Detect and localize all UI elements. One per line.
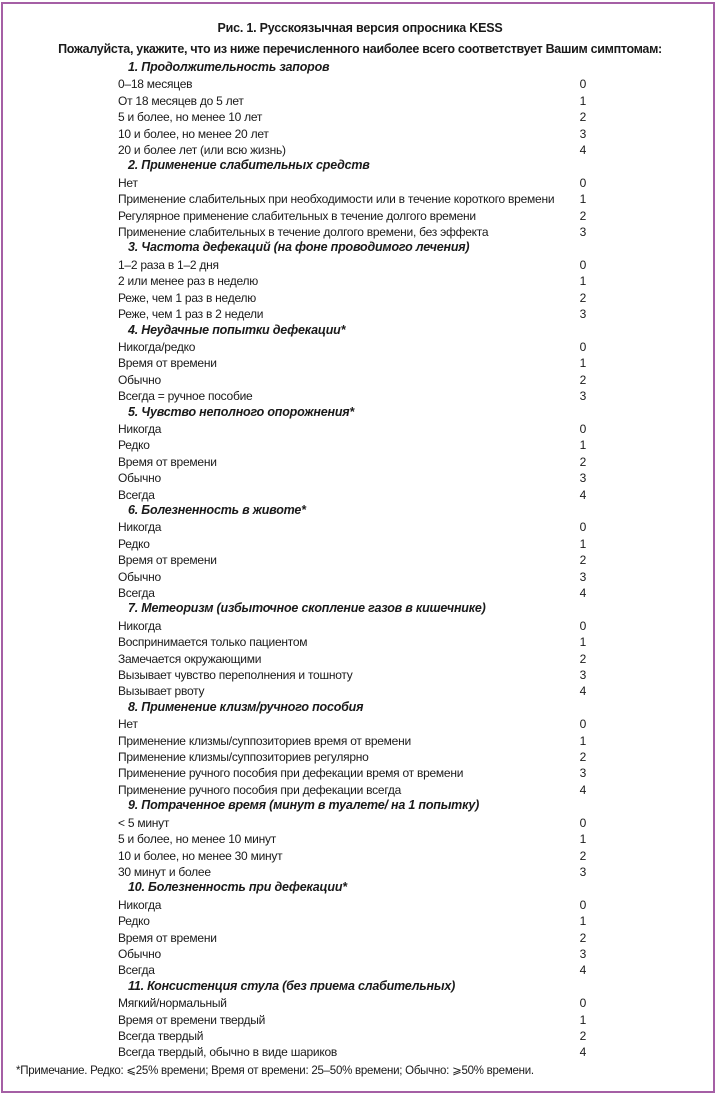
answer-option[interactable] <box>0 863 720 879</box>
answer-option[interactable] <box>0 518 720 534</box>
answer-option[interactable] <box>0 764 720 780</box>
option-label: Реже, чем 1 раз в 2 недели <box>118 307 264 322</box>
option-score: 4 <box>579 684 587 699</box>
option-score: 3 <box>579 389 587 404</box>
option-score: 1 <box>579 93 587 108</box>
option-label: 30 минут и более <box>118 864 211 879</box>
option-score: 1 <box>579 438 587 453</box>
option-score: 4 <box>579 487 587 502</box>
option-score: 1 <box>579 1012 587 1027</box>
answer-option[interactable] <box>0 108 720 124</box>
option-label: Редко <box>118 914 150 929</box>
answer-option[interactable] <box>0 715 720 731</box>
option-label: Реже, чем 1 раз в неделю <box>118 290 256 305</box>
answer-option[interactable] <box>0 896 720 912</box>
question-heading <box>0 157 720 173</box>
answer-option[interactable] <box>0 666 720 682</box>
answer-option[interactable] <box>0 469 720 485</box>
option-label: 5 и более, но менее 10 лет <box>118 110 263 125</box>
option-score: 3 <box>579 471 587 486</box>
option-label: Никогда <box>118 897 162 912</box>
option-score: 0 <box>579 815 587 830</box>
option-label: Применение клизмы/суппозиториев время от времени <box>118 733 411 748</box>
option-score: 4 <box>579 1045 587 1060</box>
option-label: 10 и более, но менее 20 лет <box>118 126 269 141</box>
answer-option[interactable] <box>0 994 720 1010</box>
option-label: Нет <box>118 175 138 190</box>
answer-option[interactable] <box>0 814 720 830</box>
answer-option[interactable] <box>0 650 720 666</box>
option-score: 1 <box>579 356 587 371</box>
answer-option[interactable] <box>0 272 720 288</box>
answer-option[interactable] <box>0 141 720 157</box>
question-title: 7. Метеоризм (избыточное скопление газов в кишечнике) <box>128 601 486 616</box>
question-list <box>0 59 720 1060</box>
option-label: Применение клизмы/суппозиториев регулярно <box>118 750 369 765</box>
answer-option[interactable] <box>0 535 720 551</box>
question-heading <box>0 699 720 715</box>
option-score: 3 <box>579 946 587 961</box>
option-score: 4 <box>579 963 587 978</box>
option-score: 1 <box>579 536 587 551</box>
option-score: 3 <box>579 569 587 584</box>
option-label: Обычно <box>118 471 161 486</box>
option-label: 0–18 месяцев <box>118 77 193 92</box>
option-score: 2 <box>579 454 587 469</box>
option-score: 4 <box>579 782 587 797</box>
option-label: Всегда твердый, обычно в виде шариков <box>118 1045 338 1060</box>
option-label: Замечается окружающими <box>118 651 262 666</box>
answer-option[interactable] <box>0 125 720 141</box>
option-label: Время от времени <box>118 553 217 568</box>
answer-option[interactable] <box>0 929 720 945</box>
question-heading <box>0 978 720 994</box>
option-label: 5 и более, но менее 10 минут <box>118 832 276 847</box>
option-label: Применение слабительных при необходимости или в течение короткого времени <box>118 192 555 207</box>
option-label: Время от времени <box>118 930 217 945</box>
answer-option[interactable] <box>0 617 720 633</box>
option-score: 3 <box>579 307 587 322</box>
option-score: 2 <box>579 651 587 666</box>
option-label: Воспринимается только пациентом <box>118 635 308 650</box>
instruction-text: Пожалуйста, укажите, что из ниже перечисленного наиболее всего соответствует Вашим симптомам: <box>58 42 662 56</box>
option-score: 0 <box>579 77 587 92</box>
option-label: Применение ручного пособия при дефекации время от времени <box>118 766 464 781</box>
option-label: От 18 месяцев до 5 лет <box>118 93 244 108</box>
question-title: 6. Болезненность в животе* <box>128 502 306 517</box>
answer-option[interactable] <box>0 633 720 649</box>
option-label: Мягкий/нормальный <box>118 996 227 1011</box>
answer-option[interactable] <box>0 338 720 354</box>
answer-option[interactable] <box>0 436 720 452</box>
option-score: 1 <box>579 832 587 847</box>
option-score: 0 <box>579 421 587 436</box>
question-heading <box>0 797 720 813</box>
option-score: 0 <box>579 257 587 272</box>
option-label: Всегда = ручное пособие <box>118 389 253 404</box>
question-heading <box>0 322 720 338</box>
question-title: 4. Неудачные попытки дефекации* <box>128 322 346 337</box>
question-heading <box>0 502 720 518</box>
option-label: Никогда/редко <box>118 339 196 354</box>
option-score: 1 <box>579 192 587 207</box>
option-score: 2 <box>579 1028 587 1043</box>
option-label: Вызывает рвоту <box>118 684 205 699</box>
answer-option[interactable] <box>0 453 720 469</box>
answer-option[interactable] <box>0 1043 720 1059</box>
option-label: Никогда <box>118 618 162 633</box>
option-score: 3 <box>579 864 587 879</box>
option-score: 2 <box>579 372 587 387</box>
option-label: 20 и более лет (или всю жизнь) <box>118 143 286 158</box>
option-label: Всегда <box>118 586 155 600</box>
answer-option[interactable] <box>0 781 720 797</box>
question-heading <box>0 404 720 420</box>
option-label: Редко <box>118 536 150 551</box>
option-score: 0 <box>579 717 587 732</box>
option-label: Применение слабительных в течение долгого времени, без эффекта <box>118 225 489 240</box>
answer-option[interactable] <box>0 486 720 502</box>
option-score: 2 <box>579 110 587 125</box>
option-score: 2 <box>579 208 587 223</box>
option-label: Вызывает чувство переполнения и тошноту <box>118 668 353 683</box>
option-label: Обычно <box>118 372 161 387</box>
option-label: Всегда твердый <box>118 1028 204 1043</box>
figure-title: Рис. 1. Русскоязычная версия опросника KESS <box>217 21 503 35</box>
question-heading <box>0 879 720 895</box>
answer-option[interactable] <box>0 387 720 403</box>
answer-option[interactable] <box>0 912 720 928</box>
footnote: *Примечание. Редко: ⩽25% времени; Время от времени: 25–50% времени; Обычно: ⩾50% времени. <box>16 1065 534 1077</box>
option-score: 0 <box>579 175 587 190</box>
answer-option[interactable] <box>0 174 720 190</box>
option-score: 1 <box>579 733 587 748</box>
question-title: 10. Болезненность при дефекации* <box>128 880 347 895</box>
option-label: Время от времени <box>118 454 217 469</box>
option-score: 2 <box>579 750 587 765</box>
answer-option[interactable] <box>0 420 720 436</box>
option-score: 2 <box>579 848 587 863</box>
option-label: Никогда <box>118 520 162 535</box>
answer-option[interactable] <box>0 682 720 698</box>
answer-option[interactable] <box>0 945 720 961</box>
answer-option[interactable] <box>0 1027 720 1043</box>
option-score: 0 <box>579 339 587 354</box>
option-label: 2 или менее раз в неделю <box>118 274 259 289</box>
answer-option[interactable] <box>0 190 720 206</box>
answer-option[interactable] <box>0 305 720 321</box>
option-label: 1–2 раза в 1–2 дня <box>118 257 219 272</box>
answer-option[interactable] <box>0 584 720 600</box>
question-heading <box>0 600 720 616</box>
option-label: Никогда <box>118 421 162 436</box>
option-label: Обычно <box>118 569 161 584</box>
question-title: 8. Применение клизм/ручного пособия <box>128 699 364 714</box>
option-score: 3 <box>579 766 587 781</box>
option-label: Всегда <box>118 487 155 502</box>
option-score: 3 <box>579 126 587 141</box>
question-title: 2. Применение слабительных средств <box>128 158 370 173</box>
question-title: 1. Продолжительность запоров <box>128 60 330 74</box>
option-score: 1 <box>579 274 587 289</box>
option-label: Нет <box>118 717 138 732</box>
answer-option[interactable] <box>0 732 720 748</box>
question-title: 5. Чувство неполного опорожнения* <box>128 404 355 419</box>
option-score: 3 <box>579 668 587 683</box>
option-label: < 5 минут <box>118 815 170 830</box>
answer-option[interactable] <box>0 256 720 272</box>
option-label: 10 и более, но менее 30 минут <box>118 848 283 863</box>
answer-option[interactable] <box>0 354 720 370</box>
question-heading <box>0 59 720 75</box>
answer-option[interactable] <box>0 1011 720 1027</box>
answer-option[interactable] <box>0 371 720 387</box>
option-score: 2 <box>579 553 587 568</box>
option-score: 1 <box>579 914 587 929</box>
answer-option[interactable] <box>0 207 720 223</box>
option-label: Время от времени <box>118 356 217 371</box>
question-title: 11. Консистенция стула (без приема слабительных) <box>128 978 456 993</box>
answer-option[interactable] <box>0 568 720 584</box>
option-label: Время от времени твердый <box>118 1012 266 1027</box>
answer-option[interactable] <box>0 847 720 863</box>
option-score: 4 <box>579 586 587 600</box>
answer-option[interactable] <box>0 551 720 567</box>
question-heading <box>0 239 720 255</box>
answer-option[interactable] <box>0 92 720 108</box>
answer-option[interactable] <box>0 961 720 977</box>
option-label: Всегда <box>118 963 155 978</box>
option-score: 4 <box>579 143 587 158</box>
option-label: Регулярное применение слабительных в течение долгого времени <box>118 208 476 223</box>
question-title: 3. Частота дефекаций (на фоне проводимого лечения) <box>128 240 470 255</box>
option-score: 1 <box>579 635 587 650</box>
answer-option[interactable] <box>0 748 720 764</box>
question-title: 9. Потраченное время (минут в туалете/ на 1 попытку) <box>128 798 480 813</box>
option-label: Применение ручного пособия при дефекации всегда <box>118 782 402 797</box>
option-score: 0 <box>579 996 587 1011</box>
option-score: 0 <box>579 897 587 912</box>
option-label: Редко <box>118 438 150 453</box>
answer-option[interactable] <box>0 75 720 91</box>
option-label: Обычно <box>118 946 161 961</box>
option-score: 0 <box>579 520 587 535</box>
option-score: 0 <box>579 618 587 633</box>
option-score: 3 <box>579 225 587 240</box>
answer-option[interactable] <box>0 223 720 239</box>
answer-option[interactable] <box>0 830 720 846</box>
option-score: 2 <box>579 930 587 945</box>
option-score: 2 <box>579 290 587 305</box>
answer-option[interactable] <box>0 289 720 305</box>
